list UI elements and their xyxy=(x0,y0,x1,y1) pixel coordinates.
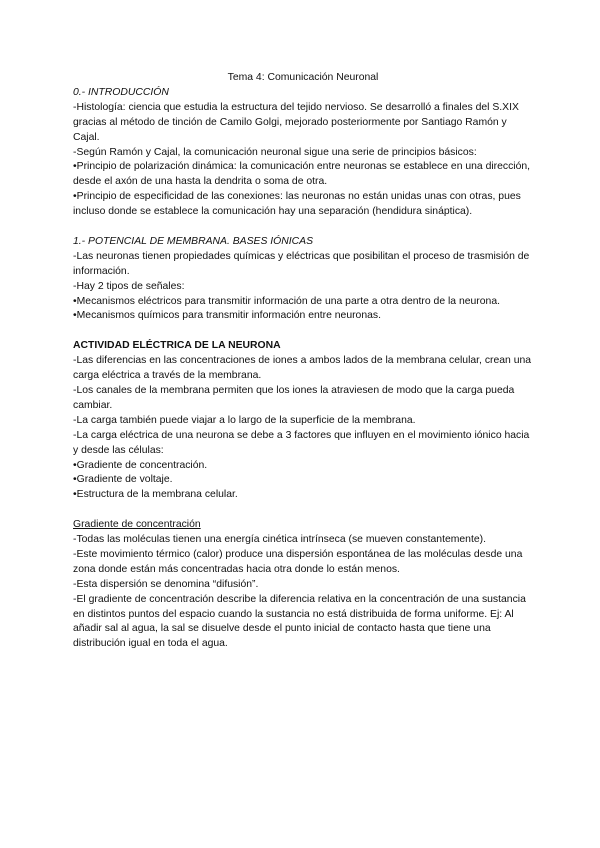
paragraph: -Este movimiento térmico (calor) produce una dispersión espontánea de las moléculas desde una zona donde están más concentradas hacia otra donde lo están menos. xyxy=(73,548,523,575)
spacer xyxy=(73,324,533,339)
section-heading: 1.- POTENCIAL DE MEMBRANA. BASES IÓNICAS xyxy=(73,235,314,247)
document-page xyxy=(73,71,533,652)
section-introduccion xyxy=(73,86,533,220)
paragraph: -Las diferencias en las concentraciones de iones a ambos lados de la membrana celular, crean una carga eléctrica a través de la membrana. xyxy=(73,355,532,382)
document-title: Tema 4: Comunicación Neuronal xyxy=(227,72,379,83)
paragraph: -El gradiente de concentración describe la diferencia relativa en la concentración de una sustancia en distintos puntos del espacio cuando la sustancia no está distribuida de forma uniforme. Ej: Al añadir sal al agua, la sal se disuelve desde el punto inicial de contacto hasta que tiene una distribución igual en toda el agua. xyxy=(73,593,526,650)
section-potencial-membrana xyxy=(73,235,533,324)
paragraph: •Estructura de la membrana celular. xyxy=(73,489,238,501)
paragraph: •Principio de polarización dinámica: la comunicación entre neuronas se establece en una dirección, desde el axón de una hasta la dendrita o soma de otra. xyxy=(73,161,531,188)
paragraph: •Gradiente de concentración. xyxy=(73,459,208,471)
paragraph: •Gradiente de voltaje. xyxy=(73,474,173,486)
paragraph: •Mecanismos eléctricos para transmitir información de una parte a otra dentro de la neurona. xyxy=(73,295,500,307)
section-gradiente-concentracion xyxy=(73,518,533,652)
section-actividad-electrica xyxy=(73,339,533,503)
paragraph: •Mecanismos químicos para transmitir información entre neuronas. xyxy=(73,310,381,322)
paragraph: -Todas las moléculas tienen una energía cinética intrínseca (se mueven constantemente). xyxy=(73,534,486,546)
spacer xyxy=(73,220,533,235)
section-heading: ACTIVIDAD ELÉCTRICA DE LA NEURONA xyxy=(73,340,281,352)
paragraph: -Según Ramón y Cajal, la comunicación neuronal sigue una serie de principios básicos: xyxy=(73,146,477,158)
paragraph: •Principio de especificidad de las conexiones: las neuronas no están unidas unas con otras, pues incluso donde se establece la comunicación hay una separación (hendidura sináptica). xyxy=(73,191,521,218)
paragraph: -Hay 2 tipos de señales: xyxy=(73,280,185,292)
paragraph: -Esta dispersión se denomina “difusión”. xyxy=(73,578,259,590)
section-heading: 0.- INTRODUCCIÓN xyxy=(73,86,169,98)
paragraph: -La carga también puede viajar a lo largo de la superficie de la membrana. xyxy=(73,414,416,426)
paragraph: -Histología: ciencia que estudia la estructura del tejido nervioso. Se desarrolló a finales del S.XIX gracias al método de tinción de Camilo Golgi, mejorado posteriormente por Santiago Ramón y Cajal. xyxy=(73,101,519,143)
spacer xyxy=(73,503,533,518)
paragraph: -Las neuronas tienen propiedades químicas y eléctricas que posibilitan el proceso de trasmisión de información. xyxy=(73,250,530,277)
paragraph: -La carga eléctrica de una neurona se debe a 3 factores que influyen en el movimiento iónico hacia y desde las células: xyxy=(73,429,530,456)
section-heading: Gradiente de concentración xyxy=(73,519,201,531)
paragraph: -Los canales de la membrana permiten que los iones la atraviesen de modo que la carga pueda cambiar. xyxy=(73,385,515,411)
